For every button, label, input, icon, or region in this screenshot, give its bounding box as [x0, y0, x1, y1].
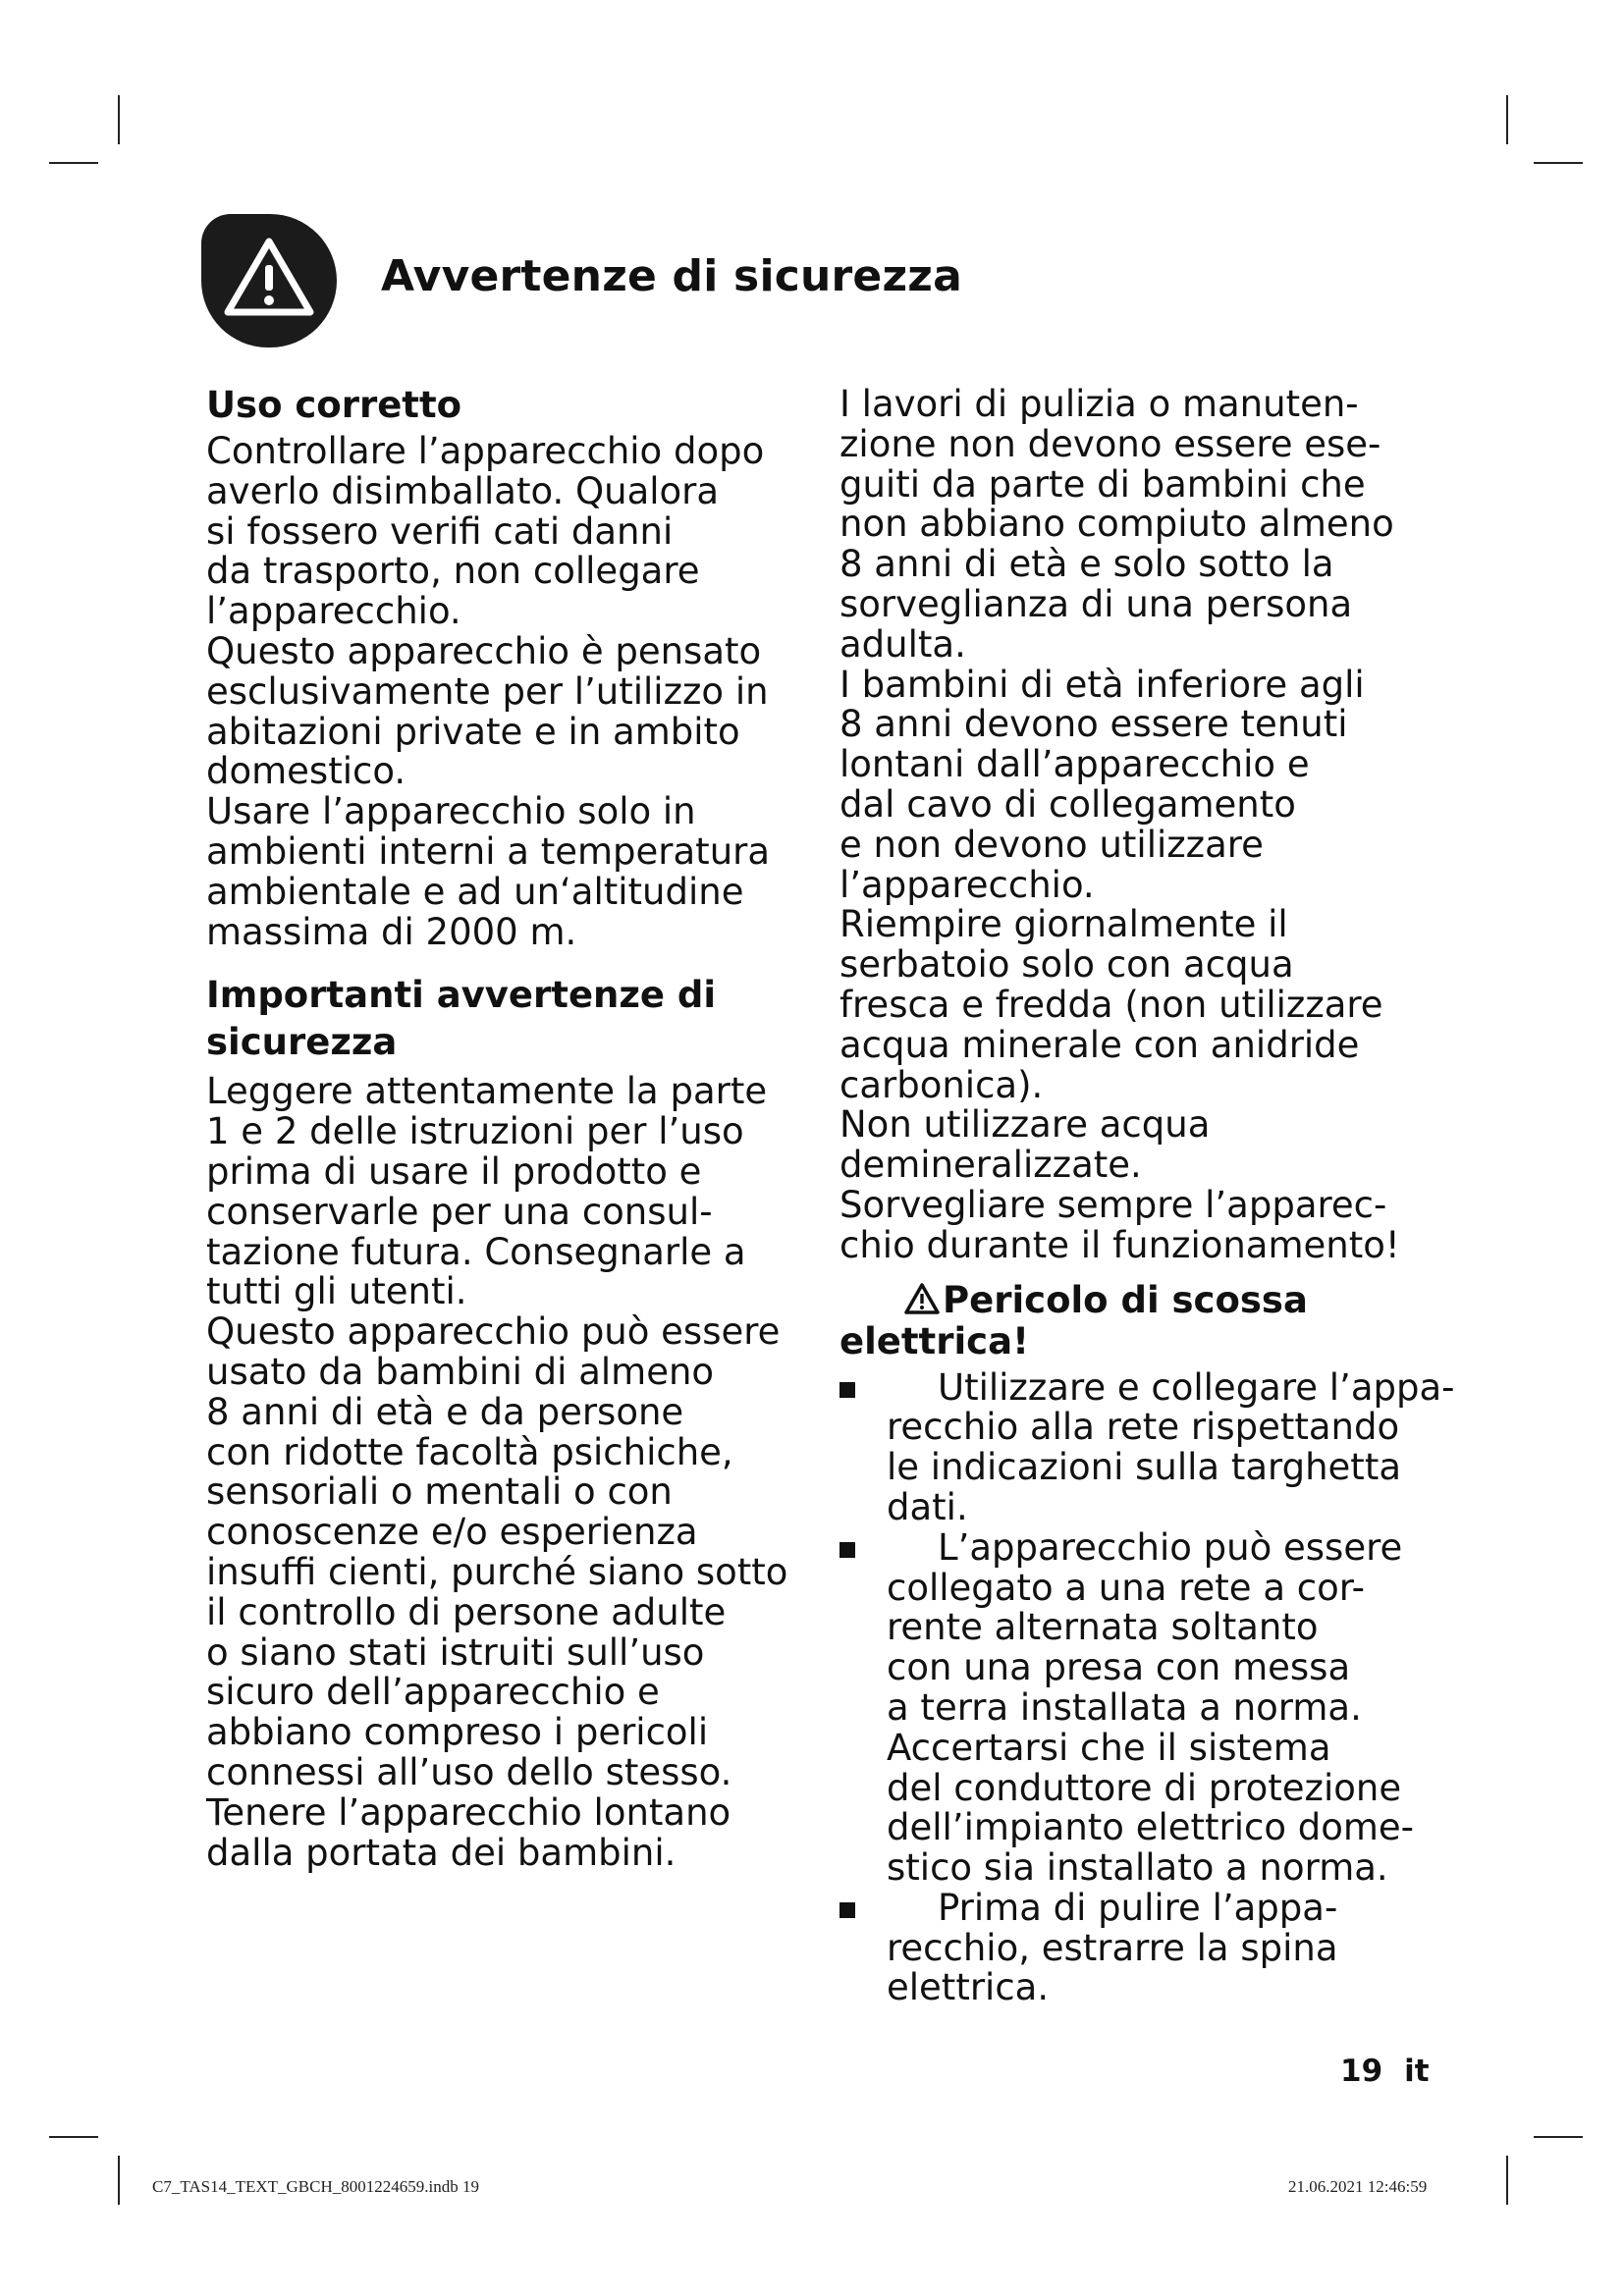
page-number — [1340, 2054, 1430, 2089]
paragraph — [206, 792, 825, 952]
text-line: carbonica). — [839, 1063, 1044, 1106]
text-line: Sorvegliare sempre l’apparec- — [839, 1183, 1387, 1226]
text-line: 8 anni di età e da persone — [206, 1390, 684, 1433]
crop-mark — [1534, 2136, 1583, 2138]
paragraph — [206, 1312, 825, 1793]
text-line: con ridotte facoltà psichiche, — [206, 1430, 733, 1473]
square-bullet-icon — [839, 1902, 855, 1918]
text-line: I bambini di età inferiore agli — [839, 663, 1365, 706]
bullet-item — [839, 1365, 1478, 1528]
section-heading-avvertenze — [206, 972, 825, 1066]
paragraph — [839, 1105, 1478, 1186]
crop-mark — [1506, 95, 1508, 144]
text-line: abitazioni private e in ambito — [206, 710, 740, 753]
text-line: chio durante il funzionamento! — [839, 1223, 1400, 1266]
paragraph — [839, 1183, 1478, 1266]
bullet-text — [887, 1525, 1478, 1890]
paragraph — [839, 663, 1478, 906]
text-line: Leggere attentamente la parte — [206, 1070, 768, 1113]
text-line: Controllare l’apparecchio dopo — [206, 430, 765, 472]
text-line: sorveglianza di una persona — [839, 582, 1353, 625]
text-line: il controllo di persone adulte — [206, 1590, 727, 1633]
footer-file-info: C7_TAS14_TEXT_GBCH_8001224659.indb 19 — [152, 2177, 479, 2196]
crop-mark — [49, 2136, 98, 2138]
text-line: demineralizzate. — [839, 1144, 1142, 1187]
paragraph — [206, 432, 825, 632]
text-line: 8 anni devono essere tenuti — [839, 703, 1348, 746]
heading-line: elettrica! — [839, 1319, 1029, 1362]
bullet-item — [839, 1525, 1478, 1890]
text-line: sensoriali o mentali o con — [206, 1470, 673, 1514]
text-line: dati. — [887, 1485, 968, 1528]
heading-line: Importanti avvertenze di — [206, 974, 717, 1017]
text-line: lontani dall’apparecchio e — [839, 743, 1310, 786]
text-line: Questo apparecchio può essere — [206, 1310, 781, 1354]
text-line: Prima di pulire l’appa- — [938, 1886, 1338, 1929]
text-line: rente alternata soltanto — [887, 1606, 1319, 1649]
text-line: Riempire giornalmente il — [839, 903, 1288, 946]
text-line: prima di usare il prodotto e — [206, 1149, 702, 1193]
text-line: Utilizzare e collegare l’appa- — [938, 1365, 1455, 1409]
text-line: l’apparecchio. — [206, 590, 461, 633]
text-line: dal cavo di collegamento — [839, 782, 1296, 826]
page-number-value: 19 — [1340, 2054, 1383, 2089]
page-title: Avvertenze di sicurezza — [381, 251, 962, 301]
text-line: con una presa con messa — [887, 1646, 1351, 1689]
text-line: acqua minerale con anidride — [839, 1023, 1360, 1066]
bullet-item — [839, 1886, 1478, 2009]
text-line: averlo disimballato. Qualora — [206, 469, 720, 512]
danger-heading-text: Pericolo di scossa — [943, 1278, 1308, 1321]
section-heading-uso-corretto: Uso corretto — [206, 384, 462, 426]
square-bullet-icon — [839, 1382, 855, 1398]
text-line: Questo apparecchio è pensato — [206, 629, 762, 672]
heading-line: sicurezza — [206, 1021, 398, 1064]
text-line: conoscenze e/o esperienza — [206, 1511, 698, 1554]
text-line: dell’impianto elettrico dome- — [887, 1806, 1415, 1849]
text-line: fresca e fredda (non utilizzare — [839, 983, 1383, 1026]
electric-shock-warning-heading — [839, 1280, 1478, 1362]
warning-badge — [201, 214, 337, 347]
text-line: 1 e 2 delle istruzioni per l’uso — [206, 1110, 744, 1153]
bullet-text — [887, 1365, 1478, 1528]
right-column — [839, 385, 1478, 2008]
text-line: elettrica. — [887, 1966, 1050, 2009]
paragraph — [206, 1790, 825, 1874]
text-line: recchio alla rete rispettando — [887, 1406, 1400, 1449]
crop-mark — [1534, 162, 1583, 164]
text-line: 8 anni di età e solo sotto la — [839, 543, 1334, 586]
left-column — [206, 385, 825, 1873]
paragraph — [206, 1072, 825, 1312]
text-line: le indicazioni sulla targhetta — [887, 1446, 1401, 1489]
text-line: massima di 2000 m. — [206, 910, 577, 953]
crop-mark — [118, 95, 120, 144]
heading-line — [839, 1280, 1478, 1321]
paragraph — [839, 905, 1478, 1105]
text-line: non abbiano compiuto almeno — [839, 503, 1394, 546]
text-line: guiti da parte di bambini che — [839, 462, 1366, 506]
paragraph — [839, 385, 1478, 666]
warning-triangle-icon — [220, 234, 318, 322]
text-line: e non devono utilizzare — [839, 823, 1264, 866]
crop-mark — [118, 2156, 120, 2205]
text-line: sicuro dell’apparecchio e — [206, 1671, 660, 1714]
text-line: domestico. — [206, 750, 406, 793]
text-line: esclusivamente per l’utilizzo in — [206, 669, 769, 713]
text-line: L’apparecchio può essere — [938, 1525, 1403, 1569]
paragraph — [206, 629, 825, 793]
text-line: recchio, estrarre la spina — [887, 1926, 1338, 1969]
crop-mark — [49, 162, 98, 164]
warning-triangle-icon — [903, 1282, 941, 1315]
text-line: si fossero verifi cati danni — [206, 509, 674, 553]
text-line: del conduttore di protezione — [887, 1766, 1402, 1809]
text-line: l’apparecchio. — [839, 863, 1095, 906]
text-line: connessi all’uso dello stesso. — [206, 1750, 732, 1793]
text-line: serbatoio solo con acqua — [839, 943, 1294, 987]
bullet-text — [887, 1886, 1478, 2009]
text-line: Accertarsi che il sistema — [887, 1726, 1331, 1769]
text-line: ambientale e ad un‘altitudine — [206, 870, 744, 913]
text-line: tutti gli utenti. — [206, 1270, 467, 1313]
text-line: usato da bambini di almeno — [206, 1350, 715, 1393]
text-line: Non utilizzare acqua — [839, 1103, 1211, 1147]
crop-mark — [1506, 2156, 1508, 2205]
text-line: tazione futura. Consegnarle a — [206, 1230, 746, 1273]
text-line: dalla portata dei bambini. — [206, 1831, 677, 1874]
footer-timestamp: 21.06.2021 12:46:59 — [1288, 2177, 1428, 2196]
text-line: I lavori di pulizia o manuten- — [839, 383, 1359, 425]
text-line: adulta. — [839, 622, 966, 666]
text-line: stico sia installato a norma. — [887, 1846, 1388, 1890]
text-line: zione non devono essere ese- — [839, 422, 1381, 465]
text-line: da trasporto, non collegare — [206, 550, 700, 593]
text-line: conservarle per una consul- — [206, 1190, 713, 1233]
text-line: collegato a una rete a cor- — [887, 1566, 1365, 1609]
text-line: Usare l’apparecchio solo in — [206, 790, 696, 833]
text-line: o siano stati istruiti sull’uso — [206, 1630, 705, 1674]
square-bullet-icon — [839, 1542, 855, 1558]
text-line: insuffi cienti, purché siano sotto — [206, 1550, 788, 1593]
text-line: a terra installata a norma. — [887, 1685, 1362, 1729]
text-line: abbiano compreso i pericoli — [206, 1711, 709, 1754]
language-code: it — [1404, 2054, 1430, 2089]
text-line: Tenere l’apparecchio lontano — [206, 1790, 731, 1834]
text-line: ambienti interni a temperatura — [206, 829, 771, 873]
